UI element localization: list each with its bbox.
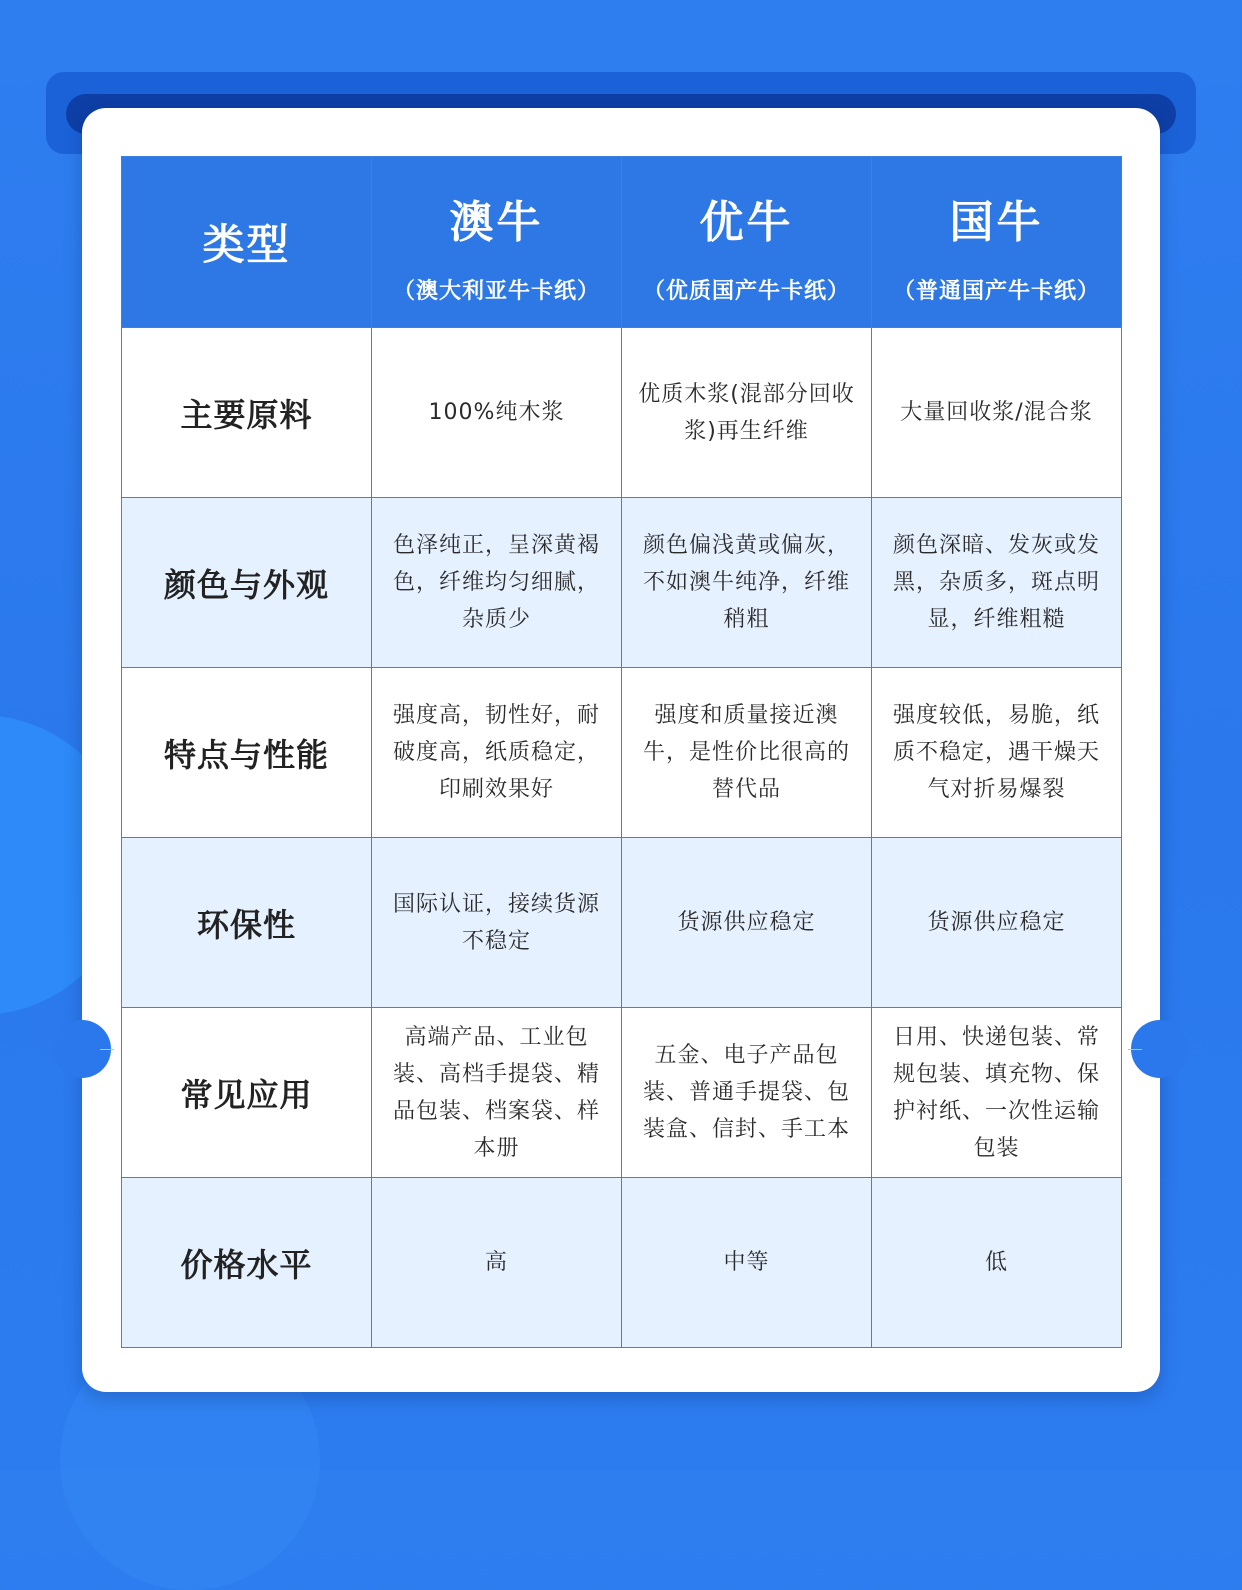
- table-cell: 五金、电子产品包装、普通手提袋、包装盒、信封、手工本: [622, 1008, 872, 1178]
- table-row: [122, 498, 1122, 668]
- column-title: 国牛: [949, 196, 1044, 248]
- type-header-label: 类型: [202, 220, 291, 269]
- table-cell: 国际认证，接续货源不稳定: [372, 838, 622, 1008]
- column-title: 澳牛: [449, 196, 544, 248]
- table-cell: 大量回收浆/混合浆: [872, 328, 1122, 498]
- table-cell: 优质木浆(混部分回收浆)再生纤维: [622, 328, 872, 498]
- table-cell: 颜色偏浅黄或偏灰，不如澳牛纯净，纤维稍粗: [622, 498, 872, 668]
- table-row: [122, 328, 1122, 498]
- table-cell: 日用、快递包装、常规包装、填充物、保护衬纸、一次性运输包装: [872, 1008, 1122, 1178]
- row-label: 常见应用: [122, 1008, 372, 1178]
- column-subtitle: （澳大利亚牛卡纸）: [392, 278, 600, 304]
- table-row: [122, 1008, 1122, 1178]
- table-cell: 颜色深暗、发灰或发黑，杂质多，斑点明显，纤维粗糙: [872, 498, 1122, 668]
- row-label: 价格水平: [122, 1178, 372, 1348]
- table-cell: 货源供应稳定: [622, 838, 872, 1008]
- row-label: 特点与性能: [122, 668, 372, 838]
- table-cell: 低: [872, 1178, 1122, 1348]
- table-cell: 高: [372, 1178, 622, 1348]
- table-cell: 强度和质量接近澳牛，是性价比很高的替代品: [622, 668, 872, 838]
- row-label: 环保性: [122, 838, 372, 1008]
- table-row: [122, 838, 1122, 1008]
- row-label: 主要原料: [122, 328, 372, 498]
- table-row: [122, 668, 1122, 838]
- comparison-table: [121, 156, 1122, 1348]
- table-header-row: [122, 157, 1122, 328]
- column-title: 优牛: [699, 196, 794, 248]
- table-cell: 高端产品、工业包装、高档手提袋、精品包装、档案袋、样本册: [372, 1008, 622, 1178]
- notch-divider: [1128, 1049, 1142, 1050]
- row-label: 颜色与外观: [122, 498, 372, 668]
- table-cell: 强度较低，易脆，纸质不稳定，遇干燥天气对折易爆裂: [872, 668, 1122, 838]
- table-cell: 色泽纯正，呈深黄褐色，纤维均匀细腻，杂质少: [372, 498, 622, 668]
- column-header-guoniu: [872, 157, 1122, 328]
- column-header-youniu: [622, 157, 872, 328]
- table-cell: 货源供应稳定: [872, 838, 1122, 1008]
- table-cell: 强度高，韧性好，耐破度高，纸质稳定，印刷效果好: [372, 668, 622, 838]
- column-header-aoniu: [372, 157, 622, 328]
- column-subtitle: （优质国产牛卡纸）: [642, 278, 850, 304]
- table-row: [122, 1178, 1122, 1348]
- table-cell: 100%纯木浆: [372, 328, 622, 498]
- type-header: [122, 157, 372, 328]
- table-cell: 中等: [622, 1178, 872, 1348]
- notch-divider: [100, 1049, 114, 1050]
- column-subtitle: （普通国产牛卡纸）: [892, 278, 1100, 304]
